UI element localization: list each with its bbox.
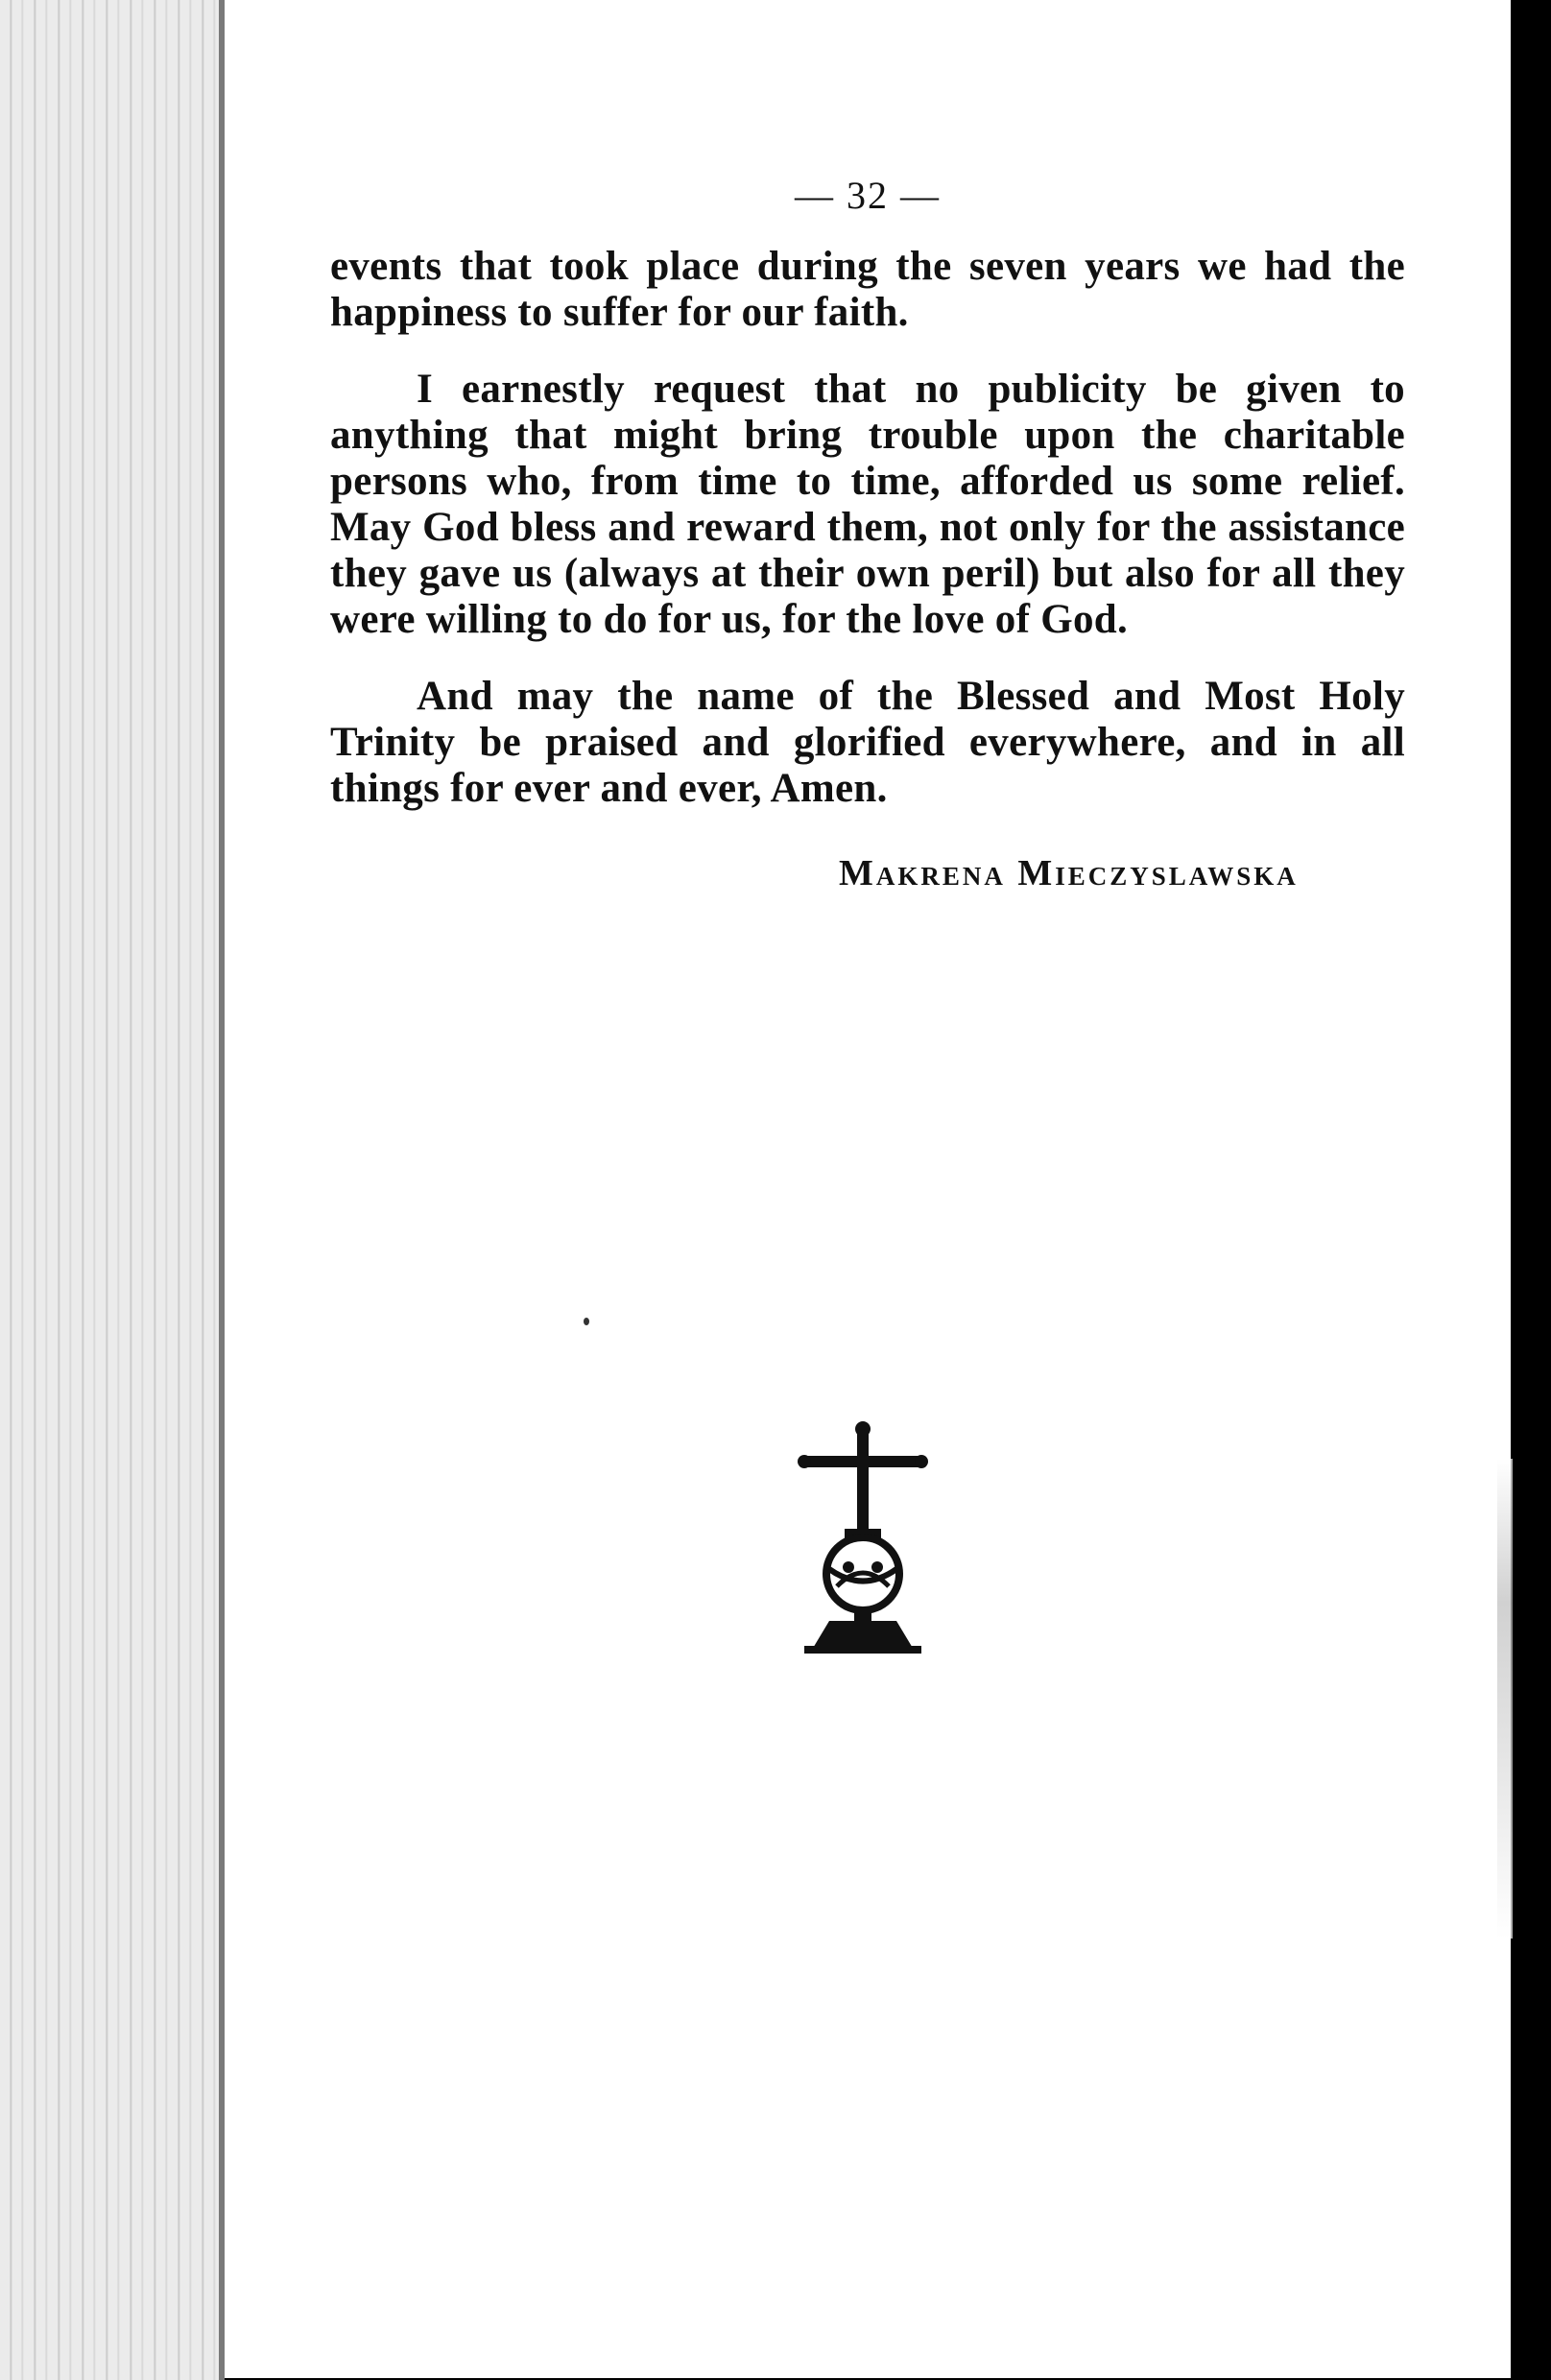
book-binding-edge — [0, 0, 223, 2380]
body-text — [330, 244, 1405, 843]
paragraph-2: I earnestly request that no publicity be given to anything that might bring trouble upon the charitable persons who, from time to time, afforded us some relief. May God bless and reward them, not only for the assistance they gave us (always at their own peril) but also for all they were willing to do for us, for the love of God. — [330, 367, 1405, 642]
ink-speck — [584, 1318, 589, 1325]
page-edge-shadow — [1497, 1459, 1513, 1939]
paragraph-1: events that took place during the seven years we had the happiness to suffer for our faith. — [330, 244, 1405, 335]
author-signature: Makrena Mieczyslawska — [839, 853, 1299, 893]
book-page — [225, 0, 1511, 2378]
page-number: — 32 — — [795, 174, 941, 217]
cross-on-globe-icon — [791, 1416, 935, 1655]
paragraph-3: And may the name of the Blessed and Most Holy Trinity be praised and glorified everywhere, and in all things for ever and ever, Amen. — [330, 674, 1405, 811]
